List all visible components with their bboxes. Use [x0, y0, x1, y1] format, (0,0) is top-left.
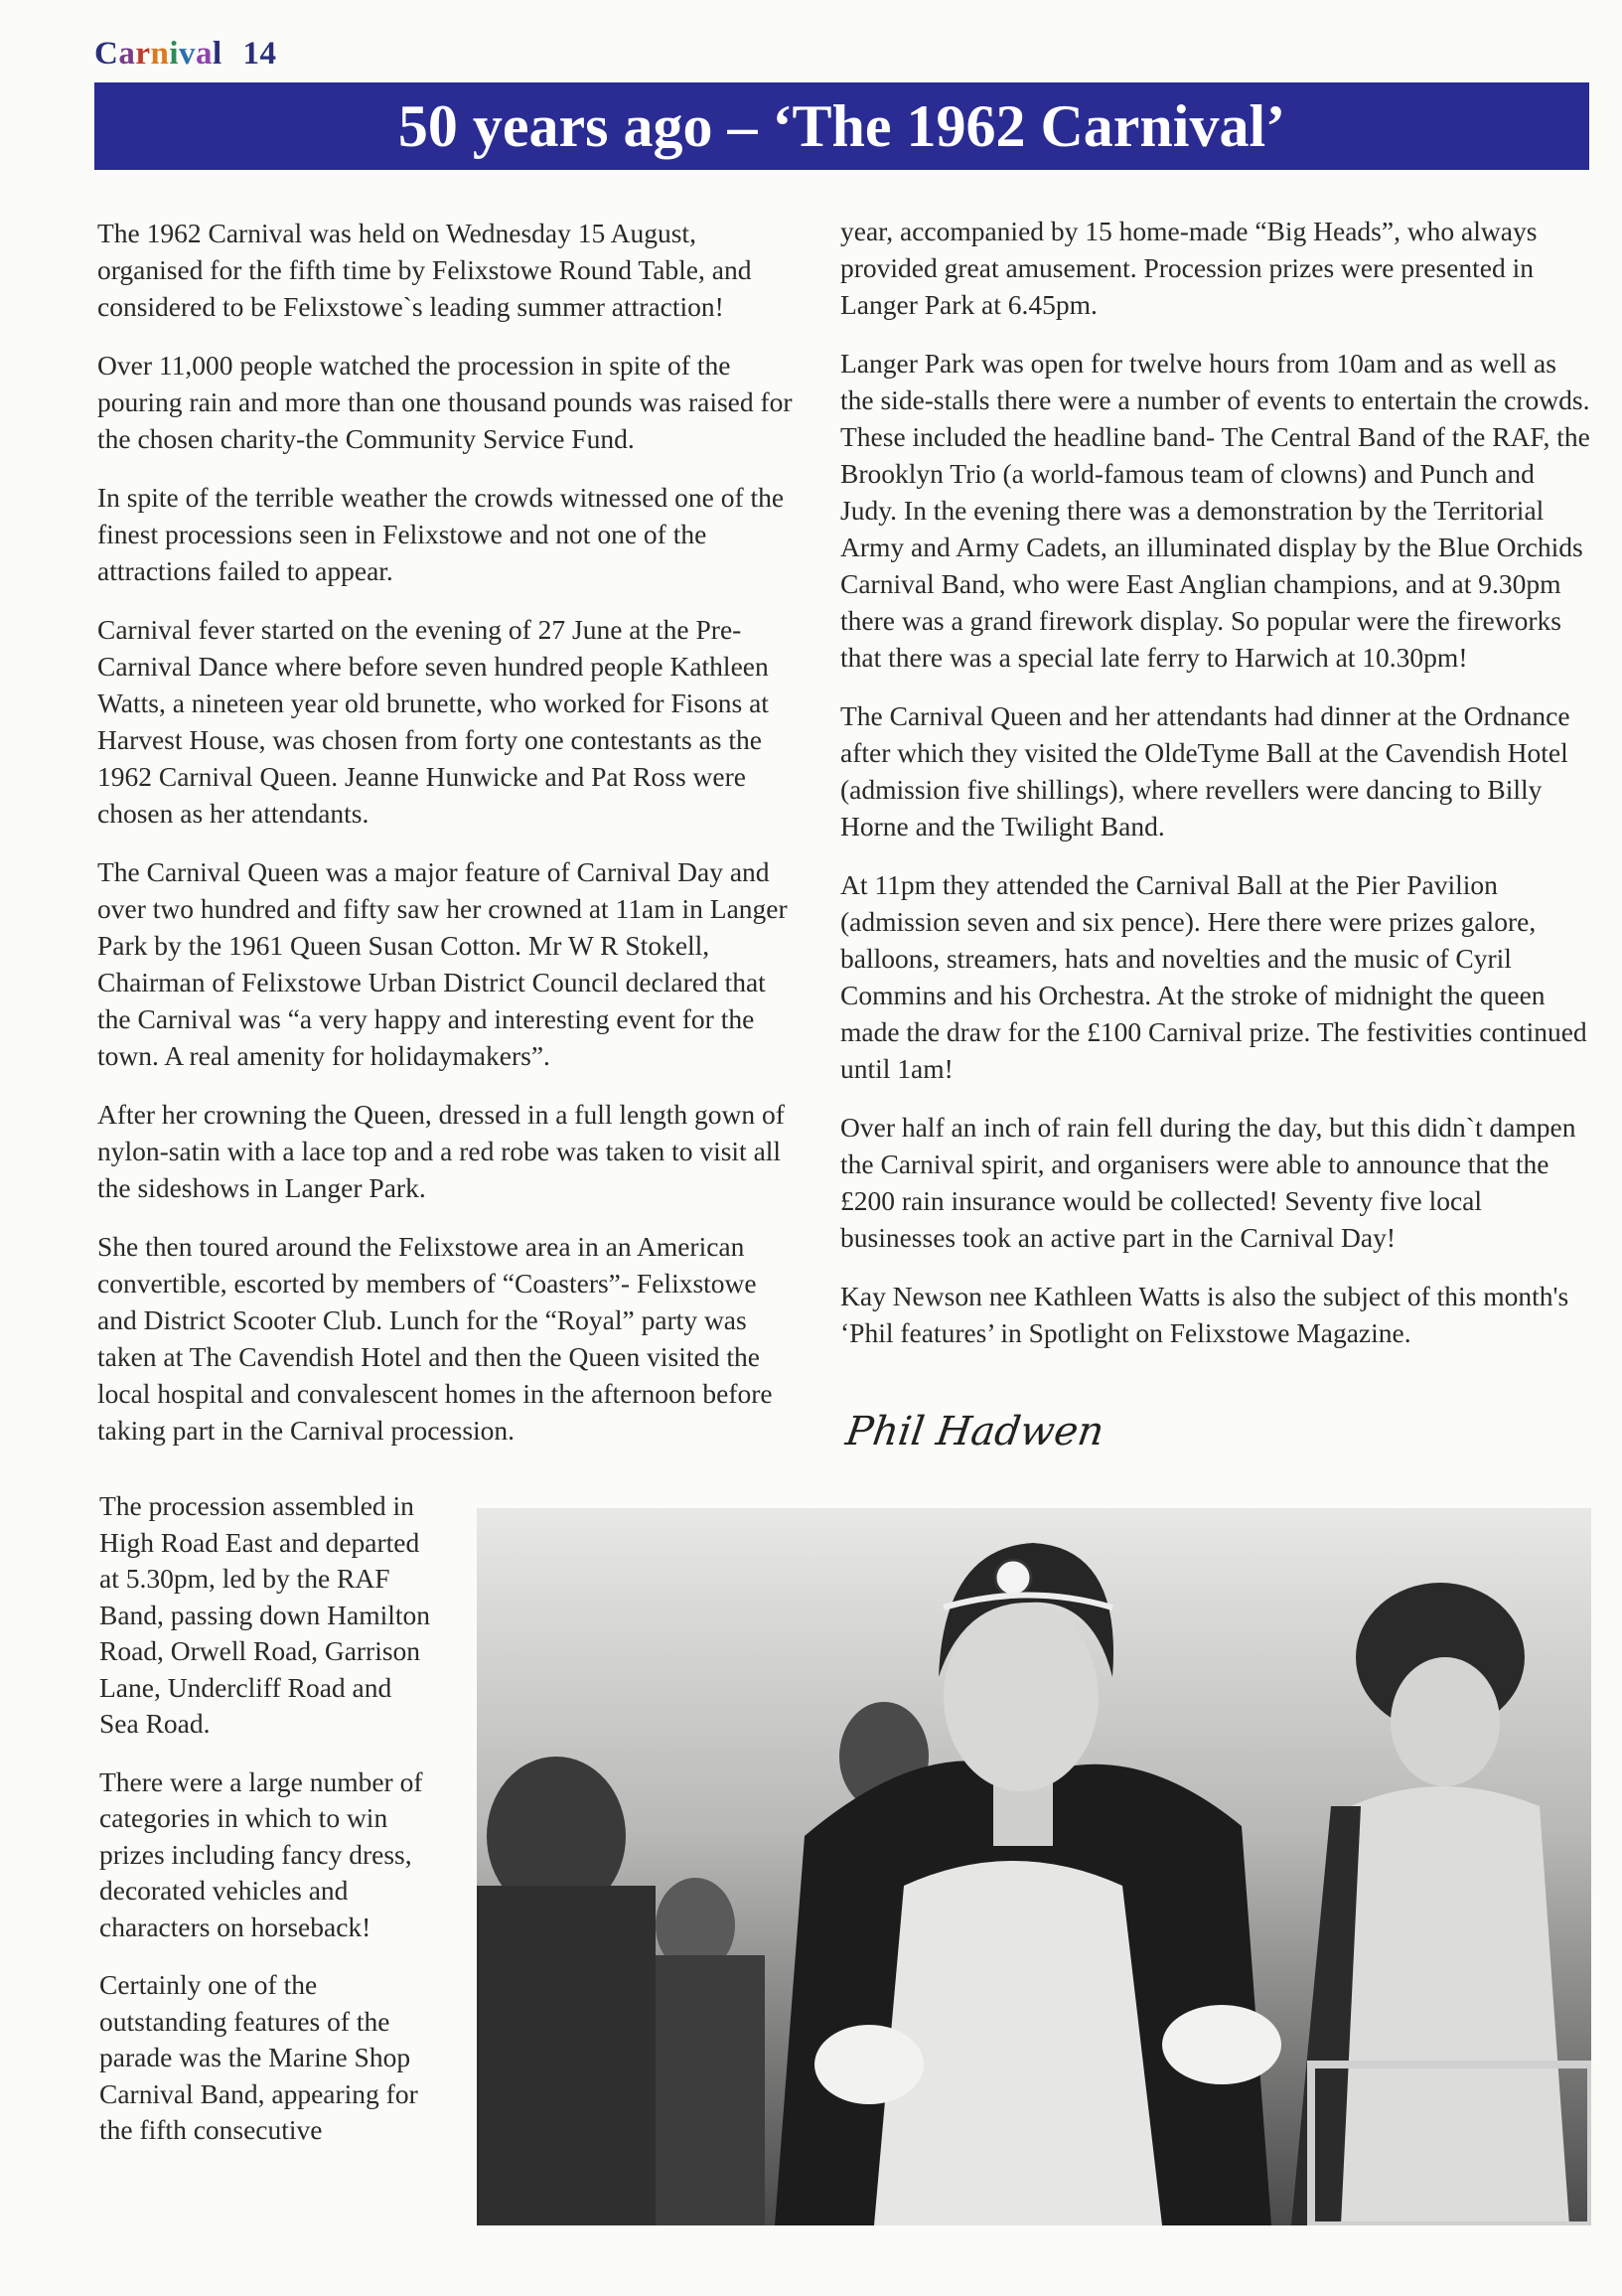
section-letter: i [169, 36, 180, 72]
paragraph: In spite of the terrible weather the crowds witnessed one of the finest processions seen in Felixstowe and not one of the attractions failed to appear. [97, 482, 785, 586]
paragraph: After her crowning the Queen, dressed in a full length gown of nylon-satin with a lace top and a red robe was taken to visit all the sideshows in Langer Park. [97, 1099, 785, 1203]
paragraph: There were a large number of categories in which to win prizes including fancy dress, decorated vehicles and characters on horseback! [99, 1765, 423, 1942]
paragraph: She then toured around the Felixstowe area in an American convertible, escorted by members of “Coasters”- Felixstowe and District Scooter Club. Lunch for the “Royal” party was taken at The Cavendish Hotel and then the Queen visited the local hospital and convalescent homes in the afternoon before taking part in the Carnival procession. [97, 1231, 773, 1446]
section-letter: n [150, 36, 170, 72]
paragraph: The 1962 Carnival was held on Wednesday 15 August, organised for the fifth time by Felixstowe Round Table, and considered to be Felixstowe`s leading summer attraction! [97, 218, 752, 322]
paragraph: Over half an inch of rain fell during the day, but this didn`t dampen the Carnival spirit, and organisers were able to announce that the £200 rain insurance would be collected! Seventy five local businesses took an active part in the Carnival Day! [840, 1112, 1576, 1253]
page-title: 50 years ago – ‘The 1962 Carnival’ [397, 93, 1286, 159]
section-letter: v [179, 36, 197, 72]
paragraph: year, accompanied by 15 home-made “Big Heads”, who always provided great amusement. Procession prizes were presented in Langer Park at 6.45pm. [840, 216, 1538, 320]
paragraph: The Carnival Queen and her attendants had dinner at the Ordnance after which they visited the OldeTyme Ball at the Cavendish Hotel (admission five shillings), where revellers were dancing to Billy Horne and the Twilight Band. [840, 700, 1570, 842]
paragraph: Langer Park was open for twelve hours from 10am and as well as the side-stalls there were a number of events to entertain the crowds. These included the headline band- The Central Band of the RAF, the Brooklyn Trio (a world-famous team of clowns) and Punch and Judy. In the evening there was a demonstration by the Territorial Army and Army Cadets, an illuminated display by the Blue Orchids Carnival Band, who were East Anglian champions, and at 9.30pm there was a grand firework display. So popular were the fireworks that there was a special late ferry to Harwich at 10.30pm! [840, 348, 1590, 673]
section-letter: a [118, 36, 136, 72]
paragraph: The Carnival Queen was a major feature of Carnival Day and over two hundred and fifty saw her crowned at 11am in Langer Park by the 1961 Queen Susan Cotton. Mr W R Stokell, Chairman of Felixstowe Urban District Council declared that the Carnival was “a very happy and interesting event for the town. A real amenity for holidaymakers”. [97, 856, 788, 1071]
photo-illustration [477, 1508, 1591, 2225]
paragraph: The procession assembled in High Road East and departed at 5.30pm, led by the RAF Band, passing down Hamilton Road, Orwell Road, Garrison Lane, Undercliff Road and Sea Road. [99, 1490, 431, 1739]
section-title [94, 36, 230, 72]
article-column-narrow [99, 1488, 437, 2171]
section-header [94, 36, 276, 73]
article-column-right [840, 213, 1593, 1373]
section-letter: l [213, 36, 222, 72]
section-letter: C [94, 36, 119, 72]
title-banner [94, 82, 1589, 170]
section-letter: r [135, 36, 151, 72]
page-number: 14 [242, 36, 277, 72]
paragraph: Kay Newson nee Kathleen Watts is also the subject of this month's ‘Phil features’ in Spotlight on Felixstowe Magazine. [840, 1281, 1569, 1348]
paragraph: At 11pm they attended the Carnival Ball at the Pier Pavilion (admission seven and six pence). Here there were prizes galore, balloons, streamers, hats and novelties and the music of Cyril Commins and his Orchestra. At the stroke of midnight the queen made the draw for the £100 Carnival prize. The festivities continued until 1am! [840, 869, 1587, 1084]
paragraph: Over 11,000 people watched the procession in spite of the pouring rain and more than one thousand pounds was raised for the chosen charity-the Community Service Fund. [97, 350, 793, 454]
paragraph: Certainly one of the outstanding features of the parade was the Marine Shop Carnival Band, appearing for the fifth consecutive [99, 1969, 418, 2145]
article-column-left [97, 215, 801, 1470]
section-letter: a [196, 36, 214, 72]
author-signature: Phil Hadwen [842, 1409, 1107, 1454]
carnival-queen-photo [477, 1508, 1591, 2225]
paragraph: Carnival fever started on the evening of 27 June at the Pre-Carnival Dance where before seven hundred people Kathleen Watts, a nineteen year old brunette, who worked for Fisons at Harvest House, was chosen from forty one contestants as the 1962 Carnival Queen. Jeanne Hunwicke and Pat Ross were chosen as her attendants. [97, 614, 769, 829]
